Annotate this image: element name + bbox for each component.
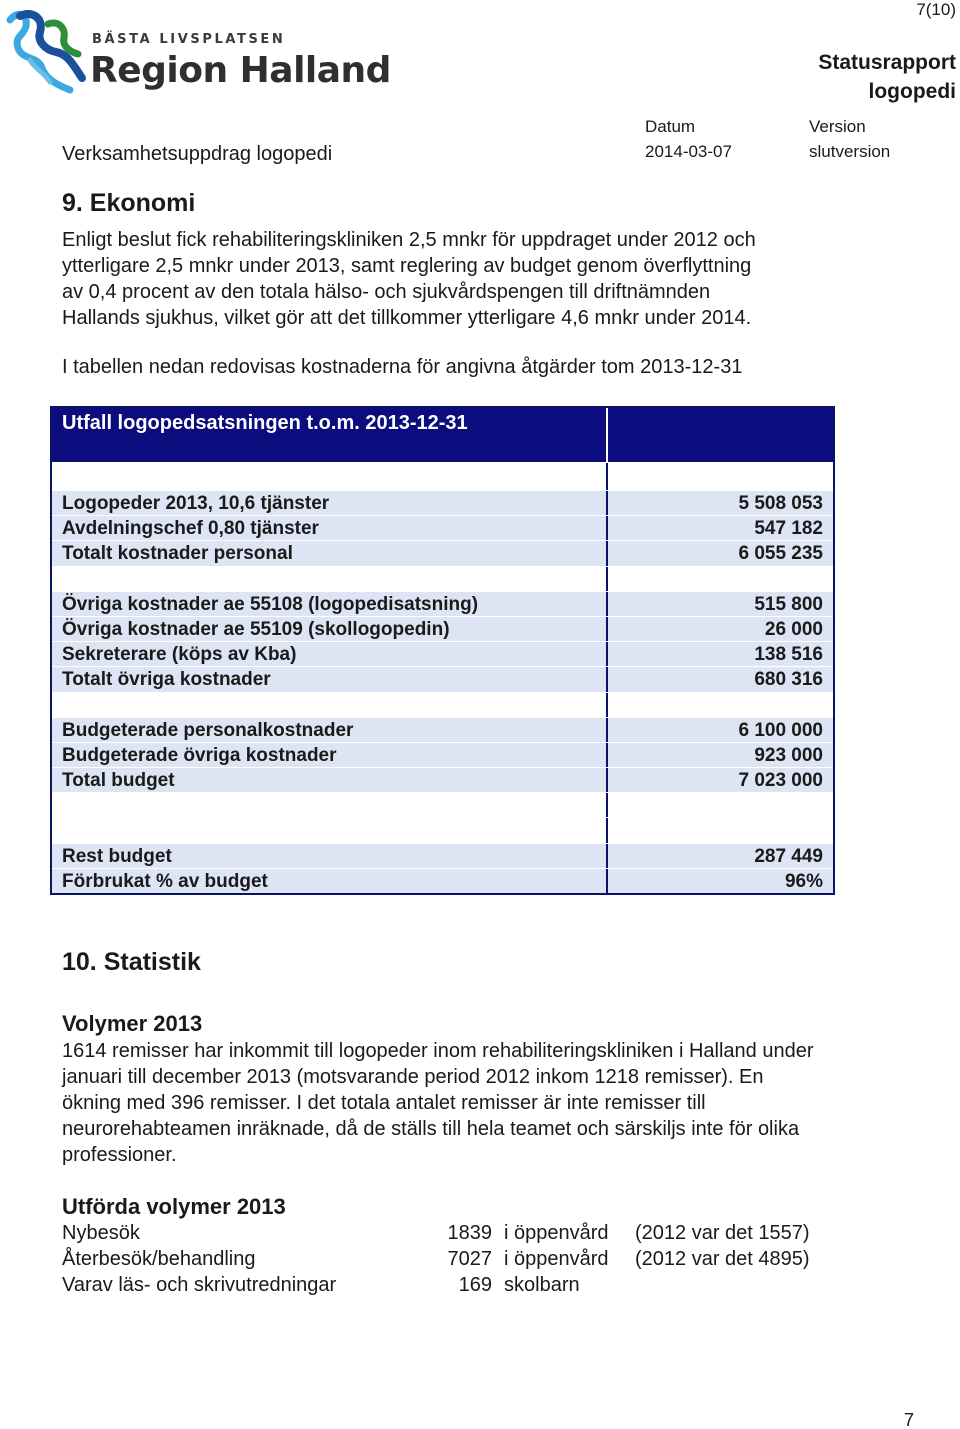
logo-tagline: BÄSTA LIVSPLATSEN xyxy=(92,32,286,47)
row-label: Förbrukat % av budget xyxy=(52,869,608,893)
table-header-row xyxy=(52,408,833,462)
page-indicator: 7(10) xyxy=(916,0,956,19)
stat-setting: skolbarn xyxy=(504,1274,580,1296)
version-label: Version xyxy=(809,117,866,136)
table-spacer-cell xyxy=(52,463,608,490)
version-value: slutversion xyxy=(809,142,891,161)
table-header-title: Utfall logopedsatsningen t.o.m. 2013-12-31 xyxy=(52,408,608,462)
table-row xyxy=(52,490,833,515)
date-label: Datum xyxy=(645,117,696,136)
region-halland-logo xyxy=(4,6,391,98)
table-spacer xyxy=(52,692,833,717)
row-label: Totalt kostnader personal xyxy=(52,541,608,565)
table-spacer-cell xyxy=(608,818,833,842)
row-label: Logopeder 2013, 10,6 tjänster xyxy=(52,491,608,515)
paragraph-line: ytterligare 2,5 mnkr under 2013, samt reglering av budget genom överflyttning xyxy=(62,255,752,277)
stat-count: 169 xyxy=(458,1274,492,1296)
report-title-line2: logopedi xyxy=(868,80,956,103)
row-value: 515 800 xyxy=(754,593,823,615)
paragraph-line: januari till december 2013 (motsvarande period 2012 inkom 1218 remisser). En xyxy=(62,1066,764,1088)
halland-map-icon xyxy=(4,6,100,98)
table-row xyxy=(52,591,833,616)
stat-count: 7027 xyxy=(447,1248,492,1270)
page-number: 7 xyxy=(903,1410,914,1429)
section-heading-ekonomi: 9. Ekonomi xyxy=(62,189,196,217)
row-value: 7 023 000 xyxy=(738,770,823,792)
section-heading-statistik: 10. Statistik xyxy=(62,948,201,976)
stat-count: 1839 xyxy=(447,1222,492,1244)
paragraph-line: neurorehabteamen inräknade, då de ställs till hela teamet och särskiljs inte för olika xyxy=(62,1118,800,1140)
row-label: Sekreterare (köps av Kba) xyxy=(52,642,608,666)
stat-comparison: (2012 var det 1557) xyxy=(635,1222,810,1244)
table-spacer-cell xyxy=(608,567,833,591)
performed-heading: Utförda volymer 2013 xyxy=(62,1194,286,1219)
row-label: Budgeterade övriga kostnader xyxy=(52,743,608,767)
table-spacer xyxy=(52,792,833,817)
paragraph-line: professioner. xyxy=(62,1144,177,1166)
row-value: 547 182 xyxy=(754,518,823,540)
row-value: 138 516 xyxy=(754,644,823,666)
stat-setting: i öppenvård xyxy=(504,1248,609,1270)
row-label: Budgeterade personalkostnader xyxy=(52,718,608,742)
table-spacer xyxy=(52,817,833,842)
ekonomi-paragraph xyxy=(62,227,756,331)
volume-heading: Volymer 2013 xyxy=(62,1011,203,1036)
stat-setting: i öppenvård xyxy=(504,1222,609,1244)
table-row xyxy=(52,666,833,691)
table-spacer-cell xyxy=(608,793,833,817)
document-name: Verksamhetsuppdrag logopedi xyxy=(62,143,333,165)
row-value: 26 000 xyxy=(764,618,823,640)
report-title-line1: Statusrapport xyxy=(818,51,956,74)
table-spacer xyxy=(52,566,833,591)
table-row xyxy=(52,515,833,540)
volume-paragraph xyxy=(62,1038,813,1168)
row-label: Övriga kostnader ae 55108 (logopedisatsning) xyxy=(52,592,608,616)
table-spacer xyxy=(52,462,833,490)
paragraph-line: Hallands sjukhus, vilket gör att det tillkommer ytterligare 4,6 mnkr under 2014. xyxy=(62,307,752,329)
logo-wordmark: Region Halland xyxy=(90,50,391,91)
table-spacer-cell xyxy=(52,567,608,591)
paragraph-line: av 0,4 procent av den totala hälso- och sjukvårdspengen till driftnämnden xyxy=(62,281,711,303)
stat-label: Återbesök/behandling xyxy=(62,1248,256,1270)
table-row xyxy=(52,616,833,641)
table-spacer-cell xyxy=(52,693,608,717)
row-value: 5 508 053 xyxy=(738,493,823,514)
report-title xyxy=(818,48,956,106)
table-row xyxy=(52,540,833,565)
row-value: 680 316 xyxy=(754,669,823,691)
paragraph-line: 1614 remisser har inkommit till logopeder inom rehabiliteringskliniken i Halland under xyxy=(62,1040,814,1062)
table-spacer-cell xyxy=(52,793,608,817)
row-value: 6 100 000 xyxy=(738,719,823,741)
table-spacer-cell xyxy=(608,693,833,717)
table-spacer-cell xyxy=(52,818,608,842)
row-value: 923 000 xyxy=(754,744,823,766)
table-intro: I tabellen nedan redovisas kostnaderna för angivna åtgärder tom 2013-12-31 xyxy=(62,356,743,378)
paragraph-line: ökning med 396 remisser. I det totala antalet remisser är inte remisser till xyxy=(62,1092,706,1114)
table-spacer-cell xyxy=(608,463,833,490)
stat-label: Nybesök xyxy=(62,1222,140,1244)
row-label: Totalt övriga kostnader xyxy=(52,667,608,691)
table-row xyxy=(52,641,833,666)
table-row xyxy=(52,843,833,868)
table-row xyxy=(52,868,833,893)
row-label: Övriga kostnader ae 55109 (skollogopedin) xyxy=(52,617,608,641)
date-value: 2014-03-07 xyxy=(645,142,732,161)
row-label: Rest budget xyxy=(52,844,608,868)
row-label: Total budget xyxy=(52,768,608,792)
table-header-empty xyxy=(608,408,833,462)
table-row xyxy=(52,767,833,792)
stat-label: Varav läs- och skrivutredningar xyxy=(62,1274,337,1296)
table-row xyxy=(52,717,833,742)
row-label: Avdelningschef 0,80 tjänster xyxy=(52,516,608,540)
paragraph-line: Enligt beslut fick rehabiliteringskliniken 2,5 mnkr för uppdraget under 2012 och xyxy=(62,229,756,251)
table-row xyxy=(52,742,833,767)
row-value: 96% xyxy=(784,870,823,892)
cost-table xyxy=(50,406,835,895)
stat-comparison: (2012 var det 4895) xyxy=(635,1248,810,1270)
row-value: 6 055 235 xyxy=(738,543,823,565)
row-value: 287 449 xyxy=(754,845,823,867)
